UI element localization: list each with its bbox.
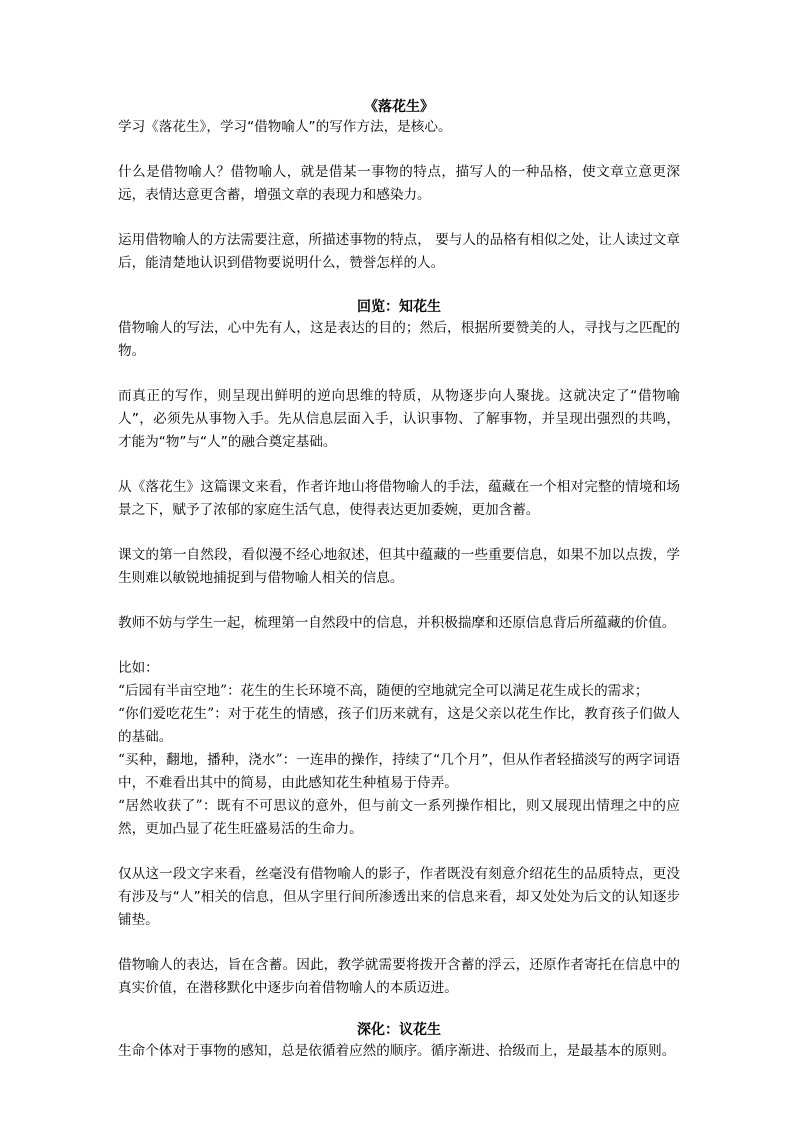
intro-paragraph-1: 学习《落花生》，学习“借物喻人”的写作方法，是核心。 (118, 119, 452, 135)
section1-after-paragraph-2: 借物喻人的表达，旨在含蓄。因此，教学就需要将拨开含蓄的浮云，还原作者寄托在信息中的真实价值，在潜移默化中逐步向着借物喻人的本质迈进。 (118, 957, 680, 996)
intro-paragraph-3: 运用借物喻人的方法需要注意，所描述事物的特点， 要与人的品格有相似之处，让人读过文章后，能清楚地认识到借物要说明什么，赞誉怎样的人。 (118, 232, 680, 271)
section1-paragraph-3: 从《落花生》这篇课文来看，作者许地山将借物喻人的手法，蕴藏在一个相对完整的情境和场景之下，赋予了浓郁的家庭生活气息，使得表达更加委婉，更加含蓄。 (118, 479, 680, 518)
example-label: 比如： (118, 660, 159, 676)
section1-paragraph-4: 课文的第一自然段，看似漫不经心地叙述，但其中蕴藏的一些重要信息，如果不加以点拨，学生则难以敏锐地捕捉到与借物喻人相关的信息。 (118, 547, 680, 586)
example-quote: “买种，翻地，播种，浇水” (118, 752, 283, 768)
example-text: ：一连串的操作，持续了“几个月”，但从作者轻描淡写的两字词语中，不难看出其中的简易，由此感知花生种植易于侍弄。 (118, 752, 680, 791)
example-quote: “居然收获了” (118, 798, 203, 814)
example-text: ：对于花生的情感，孩子们历来就有，这是父亲以花生作比，教育孩子们做人的基础。 (118, 706, 680, 745)
intro-paragraph-2: 什么是借物喻人？借物喻人，就是借某一事物的特点，描写人的一种品格，使文章立意更深远，表情达意更含蓄，增强文章的表现力和感染力。 (118, 164, 680, 203)
example-item-3 (118, 749, 680, 795)
example-quote: “后园有半亩空地” (118, 683, 228, 699)
example-text: ：花生的生长环境不高，随便的空地就完全可以满足花生成长的需求； (227, 683, 649, 699)
example-text: ：既有不可思议的意外，但与前文一系列操作相比，则又展现出情理之中的应然，更加凸显了花生旺盛易活的生命力。 (118, 798, 680, 837)
example-quote: “你们爱吃花生” (118, 706, 215, 722)
section-heading-review: 回览：知花生 (357, 299, 441, 315)
section1-after-paragraph-1: 仅从这一段文字来看，丝毫没有借物喻人的影子，作者既没有刻意介绍花生的品质特点，更没有涉及与“人”相关的信息，但从字里行间所渗透出来的信息来看，却又处处为后文的认知逐步铺垫。 (118, 866, 680, 928)
section2-paragraph-1: 生命个体对于事物的感知，总是依循着应然的顺序。循序渐进、拾级而上，是最基本的原则。 (118, 1043, 676, 1059)
section1-paragraph-2: 而真正的写作，则呈现出鲜明的逆向思维的特质，从物逐步向人聚拢。这就决定了“借物喻人”，必须先从事物入手。先从信息层面入手，认识事物、了解事物，并呈现出强烈的共鸣，才能为“物”与“人”的融合奠定基础。 (118, 388, 680, 450)
example-item-2 (118, 703, 680, 749)
document-title: 《落花生》 (364, 99, 434, 115)
example-item-1 (118, 680, 680, 703)
example-item-4 (118, 795, 680, 841)
document-page (118, 98, 680, 1063)
section1-paragraph-5: 教师不妨与学生一起，梳理第一自然段中的信息，并积极揣摩和还原信息背后所蕴藏的价值。 (118, 615, 676, 631)
section1-paragraph-1: 借物喻人的写法，心中先有人，这是表达的目的；然后，根据所要赞美的人，寻找与之匹配的物。 (118, 320, 680, 359)
section-heading-deepen: 深化：议花生 (357, 1022, 441, 1038)
